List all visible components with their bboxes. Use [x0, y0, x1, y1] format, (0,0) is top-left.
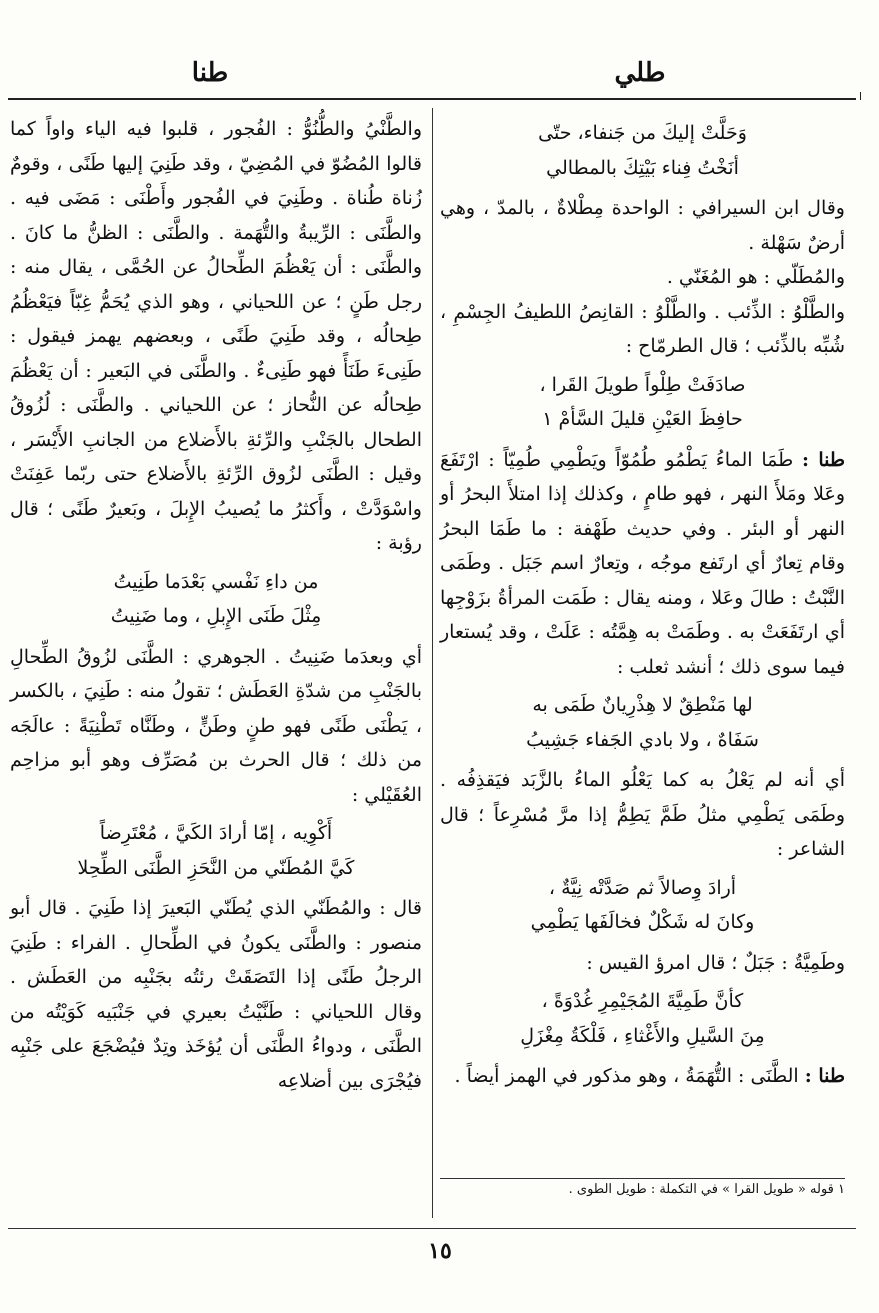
entry-text: طَمَا الماءُ يَطْمُو طُمُوّاً ويَطْمِي طُمِيّاً : ارْتَفَعَ وعَلا ومَلأَ النهر ، فهو طامٍ ، وكذلك إذا امتلأَ البحرُ أو النهر أو البئر . وفي حديث طَهْفة : ما طَمَا البحرُ وقام تِعارٌ أي ارتَفع موجُه ، وتِعارٌ اسم جَبَل . وطَمَى النَّبْتُ : طالَ وعَلا ، ومنه يقال : طَمَت المرأةُ بزَوْجِها أي ارتَفَعَتْ به . وطَمَتْ به هِمَّتُه : عَلَتْ ، وقد يُستعار فيما سوى ذلك ؛ أنشد ثعلب : — [440, 448, 845, 678]
verse-line: حافِظَ العَيْنِ قليلَ السَّأمْ ١ — [542, 408, 743, 430]
entry-text: الطَّنَى : التُّهَمَةُ ، وهو مذكور في الهمز أيضاً . — [454, 1065, 799, 1087]
verse-line: وَحَلَّتْ إليكَ من جَنفاء، حتّى — [538, 122, 747, 144]
header-left-word: طنا — [191, 58, 229, 88]
header-rule — [8, 98, 856, 100]
verse-line: كَيَّ المُطَنّي من النَّحَزِ الطَّنَى الطِّحِلا — [77, 856, 355, 879]
header-right-word: طلي — [614, 58, 666, 88]
verse-block-1 — [440, 116, 845, 185]
verse-block-3 — [440, 688, 845, 757]
entry-paragraph — [440, 443, 845, 685]
verse-line: أَكْوِيه ، إمّا أرادَ الكَيَّ ، مُعْتَرِضاً — [99, 822, 333, 844]
footnote: ١ قوله « طويل القرا » في التكملة : طويل الطوى . — [568, 1182, 845, 1197]
verse-line: لها مَنْطِقٌ لا هِذْرِيانٌ طَمَى به — [532, 694, 753, 716]
verse-line: أنَخْتُ فِناء بَيْتِكَ بالمطالي — [546, 156, 739, 179]
page-number: ١٥ — [428, 1238, 452, 1264]
footnote-rule — [440, 1178, 845, 1179]
paragraph: قال : والمُطَنّي الذي يُطَنّي البَعيرَ إذا طَنِيَ . قال أبو منصور : والطَّنَى يكونُ في الطِّحالِ . الفراء : طَنِيَ الرجلُ طَنًى إذا التَصَقَتْ رئتُه بجَنْبِه من العَطَش . وقال اللحياني : طَنَّيْتُ بعيري في جَنْبَيه كَوَيْتُه من الطَّنَى ، ودواءُ الطَّنَى أن يُؤخَذ وتِدٌ فيُضْجَعَ على جَنْبِه فيُجْرَى بين أضلاعِه — [10, 897, 422, 1092]
verse-block-7 — [10, 816, 422, 885]
paragraph: والمُطَلّي : هو المُغَنّي . — [666, 266, 845, 288]
paragraph: والطَّلْوُ : الذِّئب . والطَّلْوُ : القانِصُ اللطيفُ الجِسْمِ ، شُبِّه بالذِّئب ؛ قال الطرمّاح : — [440, 300, 845, 357]
paragraph: أي أنه لم يَعْلُ به كما يَعْلُو الماءُ بالزَّبَد فيَقذِفُه . وطَمَى يَطْمِي مثلُ طَمَّ يَطِمُّ إذا مرَّ مُسْرِعاً ؛ قال الشاعر : — [440, 769, 845, 860]
entry-headword: طنا : — [802, 448, 845, 471]
paragraph: أي وبعدَما ضَنِيتُ . الجوهري : الطَّنَى لزُوقُ الطِّحالِ بالجَنْبِ من شدّةِ العَطَش ؛ تقولُ منه : طَنِيَ ، بالكسر ، يَطْنَى طَنًى فهو طنٍ وطَنٍّ ، وطَنَّاه تَطْنِيَةً : عالَجَه من ذلك ؛ قال الحرث بن مُصَرِّف وهو أبو مزاحِم العُقَيْلي : — [10, 645, 422, 806]
entry-paragraph — [440, 1059, 845, 1094]
verse-line: كأنَّ طَمِيَّةَ المُجَيْمِرِ غُدْوَةً ، — [541, 990, 744, 1012]
paragraph: وطَمِيَّةُ : جَبَلٌ ؛ قال امرؤ القيس : — [586, 951, 845, 974]
verse-line: من داءِ نَفْسي بَعْدَما طَنِيتُ — [113, 570, 319, 593]
column-divider — [432, 108, 433, 1218]
verse-block-4 — [440, 871, 845, 940]
verse-block-6 — [10, 565, 422, 634]
verse-line: سَفَاهٌ ، ولا بادي الجَفاء جَشِيبُ — [526, 728, 759, 751]
verse-line: مِنَ السَّيلِ والأَغْثاءِ ، فَلْكَةُ مِغْزَلِ — [520, 1024, 765, 1047]
verse-line: صادَفَتْ طِلْواً طويلَ القَرا ، — [539, 373, 746, 396]
bottom-rule — [8, 1228, 856, 1229]
verse-line: وكانَ له شَكْلٌ فخالَفَها يَطْمِي — [530, 911, 755, 933]
verse-block-2 — [440, 368, 845, 437]
left-column — [10, 112, 422, 1098]
paragraph: والطَّنْيُ والطُّنُوُّ : الفُجور ، قلبوا فيه الياء واواً كما قالوا المُضُوّ في المُضِيّ ، وقد طَنِيَ إليها طَنًى ، وقومٌ زُناة طُناة . وطَنِيَ في الفُجور وأَطْنَى : مَضَى فيه . والطَّنَى : الرِّيبةُ والتُّهَمة . والطَّنَى : الظنُّ ما كانَ . والطَّنَى : أن يَعْظُمَ الطِّحالُ عن الحُمَّى ، يقال منه : رجل طَنٍ ؛ عن اللحياني ، وهو الذي يُحَمُّ غِبّاً فيَعْظُمُ طِحالُه ، وقد طَنِيَ طَنًى ، وبعضهم يهمز فيقول : طَنِىءَ طَنَأً فهو طَنِىءٌ . والطَّنَى في البَعير : أن يَعْظُمَ طِحالُه عن النُّحاز ؛ عن اللحياني . والطَّنَى : لُزُوقُ الطحال بالجَنْبِ والرِّئةِ بالأَضلاع من الجانبِ الأَيْسَر ، وقيل : الطَّنَى لزُوق الرِّئةِ بالأَضلاع حتى ربّما عَفِنَتْ واسْوَدَّتْ ، وأَكثرُ ما يُصيبُ الإِبلَ ، وبَعيرٌ طَنًى ؛ قال رؤبة : — [10, 118, 422, 554]
verse-line: مِثْلَ طَنَى الإِبلِ ، وما ضَنِيتُ — [110, 605, 322, 627]
verse-line: أرادَ وِصالاً ثم صَدَّتْه نِيَّةٌ ، — [548, 876, 737, 899]
paragraph: وقال ابن السيرافي : الواحدة مِطْلاةٌ ، بالمدّ ، وهي أرضٌ سَهْلة . — [440, 197, 845, 254]
verse-block-5 — [440, 984, 845, 1053]
entry-headword: طنا : — [804, 1065, 845, 1087]
right-column — [440, 112, 845, 1094]
header-side-rule — [860, 92, 861, 100]
